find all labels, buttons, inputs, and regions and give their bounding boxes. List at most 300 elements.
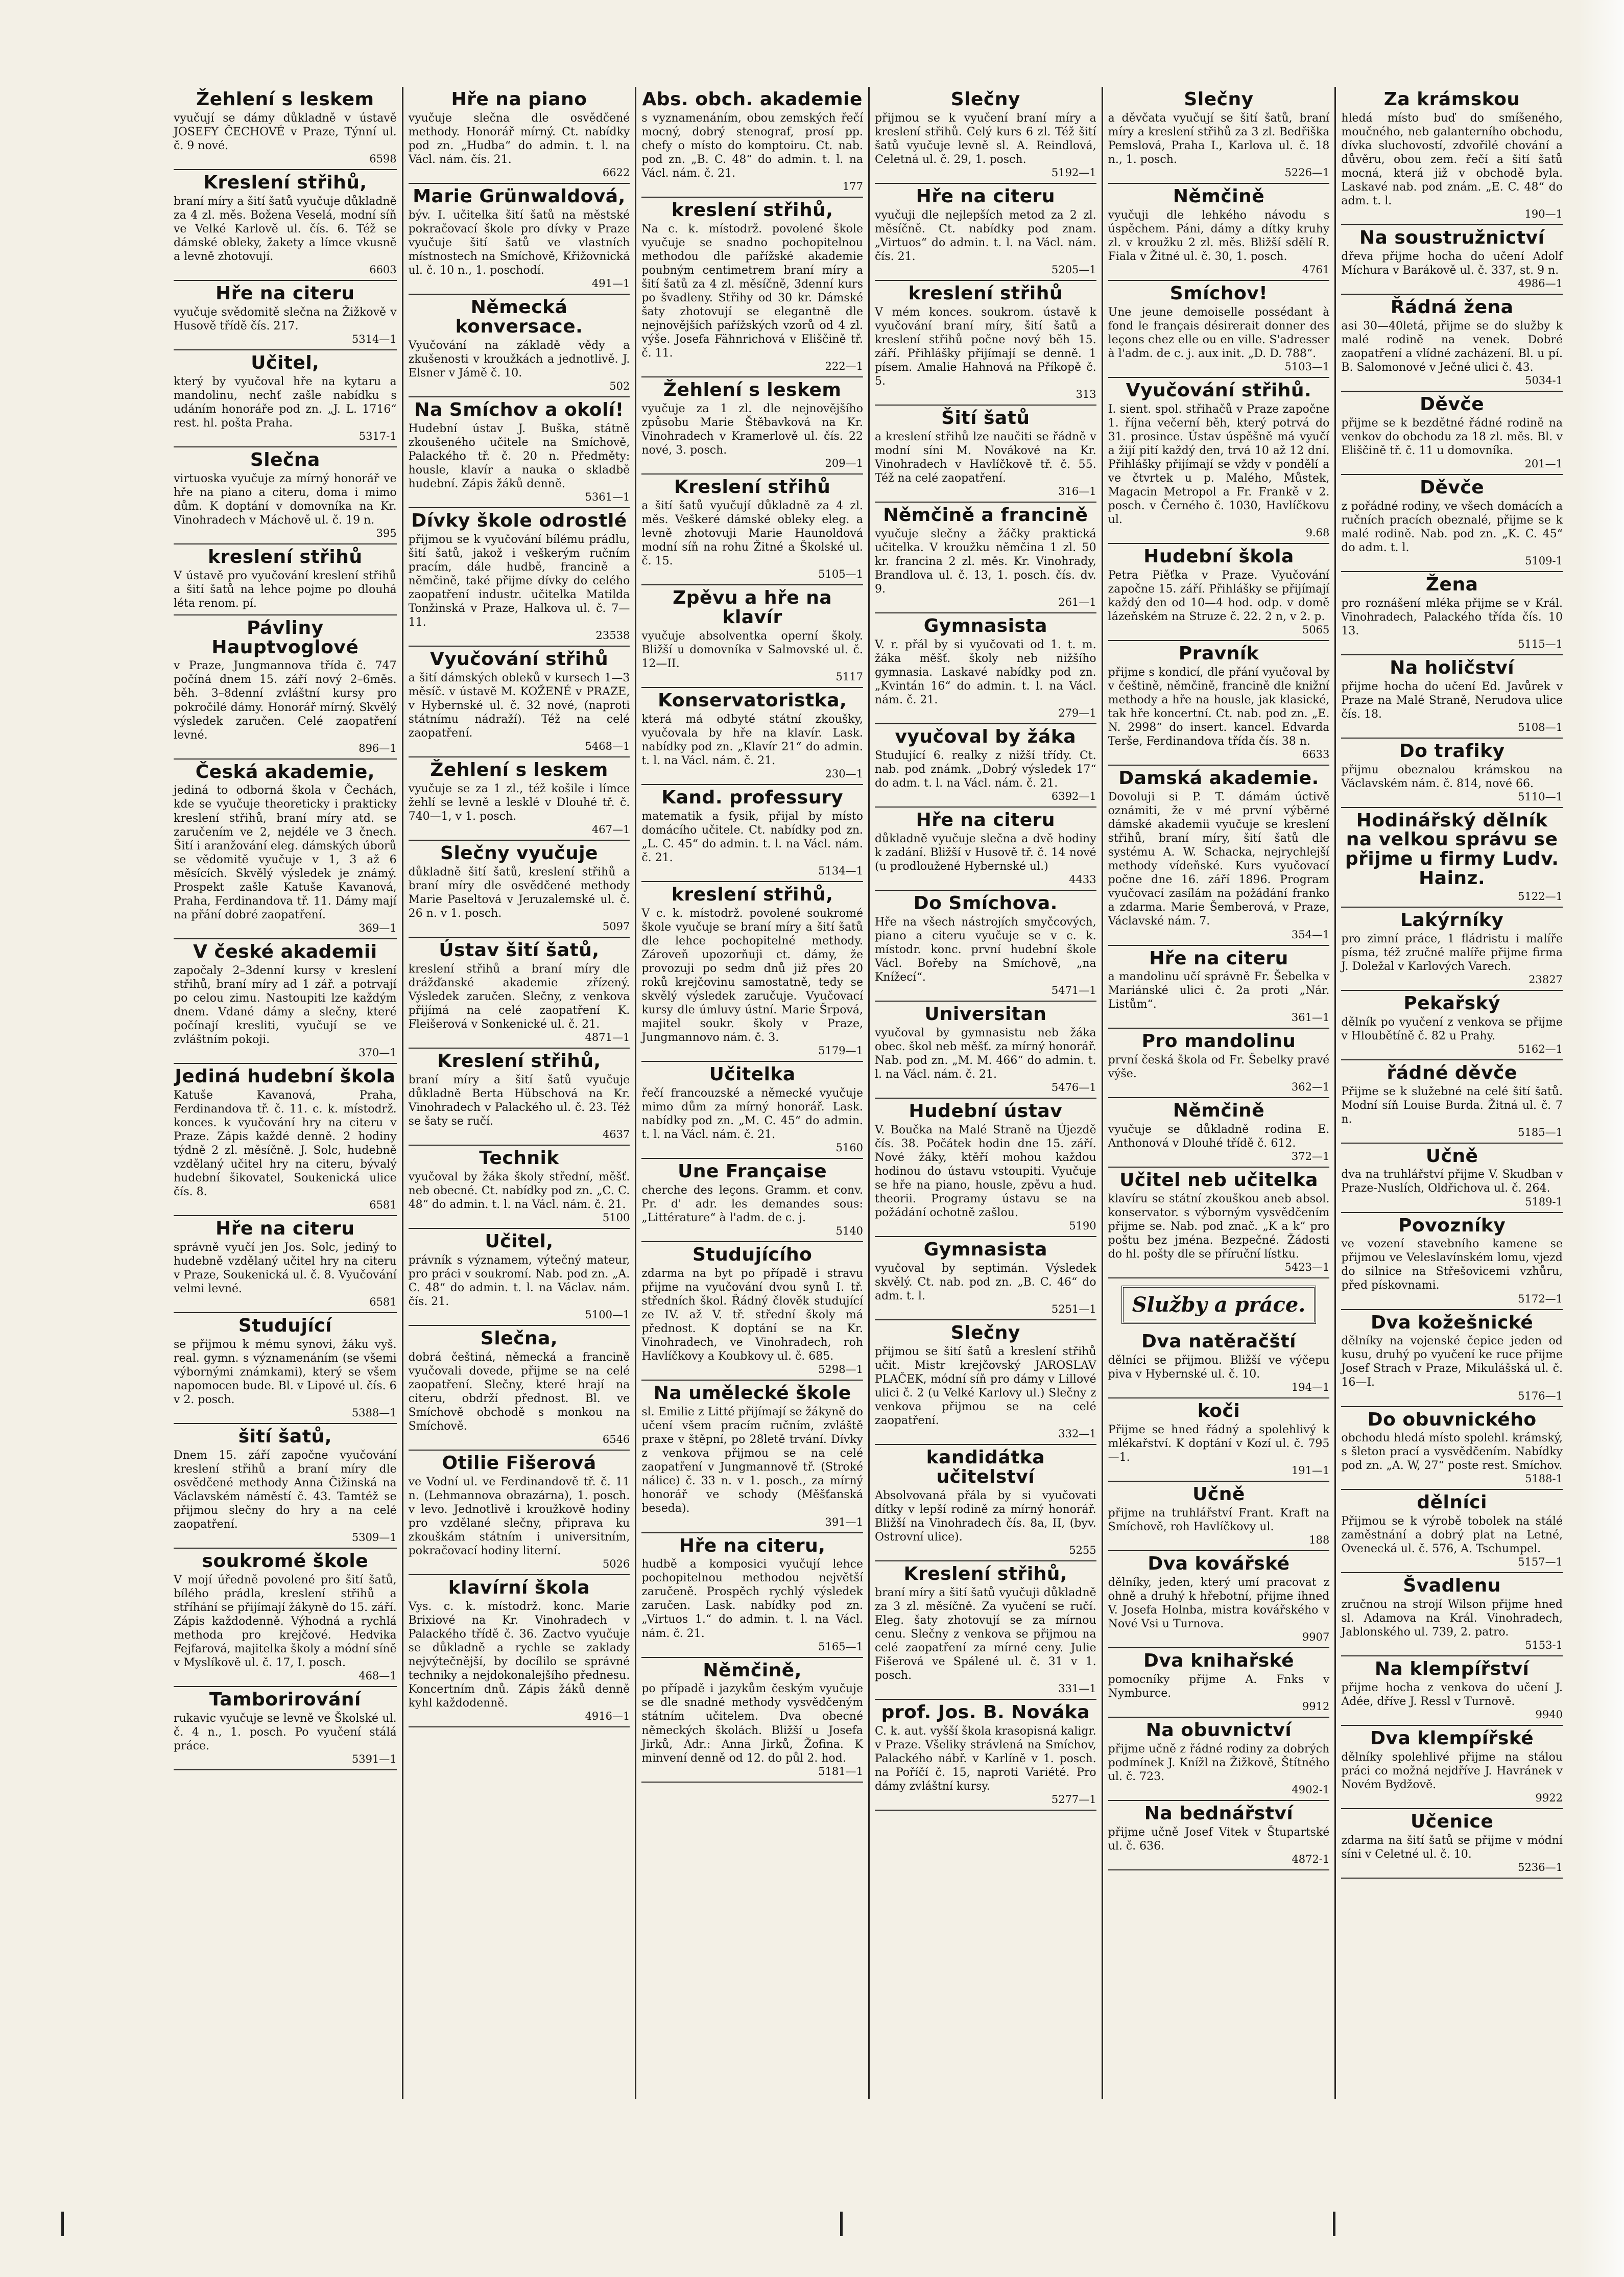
ad-text: asi 30—40letá, přijme se do služby k malé rodině na venek. Dobré zaopatření a vlídné zacházení. Bl. u pí. B. Salomonové v Ječné ulici č. 43.	[1341, 319, 1563, 374]
ad-reference-number: 6603	[369, 263, 397, 276]
ad-text: přijme se k bezdětné řádné rodině na venkov do obchodu za 18 zl. měs. Bl. v Eliščině tř. č. 11 u domovníka.	[1341, 416, 1563, 457]
ad-reference-number: 5205—1	[1051, 263, 1096, 276]
classified-ad	[1341, 1726, 1563, 1809]
classified-ad	[875, 1445, 1096, 1561]
ad-reference-number: 332—1	[1058, 1428, 1096, 1440]
ad-text: Dnem 15. září započne vyučování kreslení střihů a braní míry dle osvědčené methody Anna Čižinská na Václavském náměstí č. 43. Tamtéž se přijmou slečny do hry a na celé zaopatření.	[174, 1449, 397, 1531]
ad-reference-number: 5110—1	[1518, 790, 1563, 803]
ad-title: Une Française	[678, 1161, 827, 1182]
ad-text: důkladně vyučuje slečna a dvě hodiny k zadání. Bližší v Husově tř. č. 14 nové (u prodloužené Hybernské ul.)	[874, 832, 1096, 873]
ad-reference-number: 5298—1	[818, 1363, 863, 1376]
classified-ad	[641, 475, 863, 585]
ad-title: Hře na citeru	[1149, 947, 1288, 969]
ad-title: Učitelka	[709, 1064, 796, 1085]
classified-ad	[875, 1561, 1096, 1700]
ad-text: pro zimní práce, 1 fládristu i malíře písma, též zručné malíře přijme firma J. Doležal v Karlových Varech.	[1341, 932, 1563, 973]
ad-reference-number: 467—1	[591, 823, 630, 836]
ad-reference-number: 23538	[595, 629, 630, 642]
classified-ad	[1108, 1482, 1330, 1551]
classified-ad	[409, 1575, 630, 1727]
ad-text: Dovoluji si P. T. dámám úctivě oznámiti, že v mé první výběrné dámské akademii vyučuje se kreslení střihů, braní míry, šití šatů dle systému A. W. Schacka, nejrychlejší methody vídeňské. Kurs vyučovací počne dne 16. září 1896. Program vyučovací zasílám na požádání franko a zdarma. Marie Šemberová, v Praze, Václavské nám. 7.	[1108, 791, 1330, 928]
classified-ad	[875, 613, 1096, 724]
ad-reference-number: 370—1	[359, 1046, 397, 1059]
ad-text: obchodu hledá místo spolehl. krámský, s šleton prací a vysvědčením. Nabídky pod zn. „A. W, 27“ poste rest. Smíchov.	[1341, 1432, 1563, 1473]
classified-ad	[409, 87, 630, 184]
ad-reference-number: 5103—1	[1284, 360, 1330, 373]
classified-ad	[1108, 544, 1330, 641]
ad-reference-number: 5108—1	[1518, 721, 1563, 733]
ad-reference-number: 4986—1	[1518, 277, 1563, 290]
ad-reference-number: 4916—1	[585, 1710, 630, 1723]
ad-title: kreslení střihů,	[671, 200, 833, 221]
classified-ad	[875, 808, 1096, 891]
classified-ad	[409, 295, 630, 397]
classified-ad	[641, 882, 863, 1062]
ad-reference-number: 209—1	[825, 457, 863, 470]
ad-text: Vys. c. k. místodrž. konc. Marie Brixiové na Kr. Vinohradech v Palackého třídě č. 36. Zactvo vyučuje se důkladně a rychle se zaklady nejvýtečnější, by docílilo se správné techniky a nejdokonalejšího přednesu. Koncertním dnů. Zápis žáků denně kyhl každodenně.	[408, 1600, 630, 1710]
ad-title: Děvče	[1420, 394, 1485, 415]
ad-text: Katuše Kavanová, Praha, Ferdinandova tř. č. 11. c. k. místodrž. konces. k vyučování hry na citeru v Praze. Zápis každé denně. 2 hodiny týdně 2 zl. měsíčně. J. Solc, hudebně vzdělaný učitel hry na citeru, bývalý hudební šikovatel, Soukenická ulice čís. 8.	[174, 1088, 397, 1199]
ad-title: Jediná hudební škola	[175, 1065, 396, 1087]
ad-text: V. r. přál by si vyučovati od 1. t. m. žáka měšť. školy neb nižšího gymnasia. Laskavé nabídky pod zn. „Kvintán 16“ do admin. t. l. na Václ. nám. č. 21.	[874, 638, 1096, 707]
ad-reference-number: 279—1	[1058, 707, 1096, 720]
ad-reference-number: 5314—1	[351, 333, 397, 345]
ad-title: Učitel,	[485, 1230, 554, 1252]
ad-text: a mandolinu učí správně Fr. Šebelka v Mariánské ulici č. 2a proti „Nár. Listům“.	[1108, 970, 1330, 1011]
ad-reference-number: 5468—1	[585, 740, 630, 752]
ad-text: správně vyučí jen Jos. Solc, jediný to hudebně vzdělaný učitel hry na citeru v Praze, Soukenická ul. č. 8. Vyučování velmi levné.	[174, 1241, 397, 1296]
ad-title: Hodinářský dělník na velkou správu se přijme u firmy Ludv. Hainz.	[1345, 810, 1559, 889]
classified-ad	[409, 397, 630, 508]
ad-reference-number: 5391—1	[351, 1753, 397, 1766]
ad-text: a děvčata vyučují se šití šatů, braní míry a kreslení střihů za 3 zl. Bedřiška Pemslová, Praha I., Karlova ul. č. 18 n., 1. posch.	[1108, 111, 1330, 166]
classified-ad	[1341, 1809, 1563, 1879]
ad-text: zdarma na šití šatů se přijme v módní síni v Celetné ul. č. 10.	[1341, 1834, 1563, 1861]
ad-text: hledá místo buď do smíšeného, moučného, neb galanterního obchodu, dívka sluchovostí, zdvořilé chování a důvěru, obou zem. řečí a šití šatů mocná, která již v obchodě byla. Laskavé nab. pod znám. „E. C. 48“ do adm. t. l.	[1341, 111, 1563, 208]
ad-text: vyučuje se důkladně rodina E. Anthonová v Dlouhé třídě č. 612.	[1108, 1123, 1330, 1150]
ad-title: Povozníky	[1398, 1215, 1506, 1236]
ad-title: Kreslení střihů,	[903, 1563, 1068, 1584]
ad-reference-number: 4433	[1069, 873, 1096, 886]
ad-reference-number: 222—1	[825, 360, 863, 373]
ad-title: Řádná žena	[1390, 297, 1514, 318]
ad-reference-number: 5181—1	[818, 1765, 863, 1777]
classified-ad	[409, 184, 630, 295]
ad-reference-number: 5162—1	[1518, 1042, 1563, 1055]
ad-text: po případě i jazykům českým vyučuje se dle snadné methody vysvědčeným státním učitelem. Dva obecné německých školách. Bližší u Josefa Jirků, Adr.: Anna Jirků, Žofina. K minvení denně od 12. do půl 2. hod.	[641, 1682, 863, 1765]
ad-title: Smíchov!	[1169, 282, 1268, 304]
classified-ad	[875, 184, 1096, 281]
ad-text: vyučuje za 1 zl. dle nejnovějšího způsobu Marie Štěbavková na Kr. Vinohradech v Kramerlově ul. čís. 22 nové, 3. posch.	[641, 402, 863, 457]
ad-text: přijme hocha do učení Ed. Javůrek v Praze na Malé Straně, Nerudova ulice čís. 18.	[1341, 680, 1563, 721]
ad-title: Za krámskou	[1383, 89, 1520, 110]
ad-text: vyučuje slečna dle osvědčené methody. Honorář mírný. Ct. nabídky pod zn. „Hudba“ do admin. t. l. na Václ. nám. čís. 21.	[408, 111, 630, 166]
ad-title: Na klempířství	[1374, 1658, 1530, 1680]
classified-ad	[1108, 1648, 1330, 1718]
ad-reference-number: 230—1	[825, 768, 863, 780]
classified-ad	[174, 1424, 397, 1549]
classified-ad	[1108, 1329, 1330, 1398]
classified-ad	[1108, 1168, 1330, 1278]
ad-text: dělníky, jeden, který umí pracovat z ohně a druhý k hřebotní, přijme ihned V. Josefa Holnba, mistra kovářského v Nové Vsi u Turnova.	[1108, 1576, 1330, 1630]
classified-ad	[1341, 991, 1563, 1060]
classified-ad	[174, 170, 397, 281]
ad-text: Přijme se hned řádný a spolehlivý k mlékařství. K doptání v Kozí ul. č. 795—1.	[1108, 1423, 1330, 1464]
classified-ad	[1341, 808, 1563, 908]
ad-reference-number: 194—1	[1291, 1381, 1330, 1394]
ad-text: rukavic vyučuje se levně ve Školské ul. č. 4 n., 1. posch. Po vyučení stálá práce.	[174, 1712, 397, 1753]
classified-ad	[409, 1451, 630, 1575]
ad-reference-number: 5140	[835, 1225, 863, 1238]
ad-title: řádné děvče	[1387, 1062, 1517, 1083]
ad-reference-number: 5277—1	[1051, 1793, 1096, 1806]
ad-title: Slečny vyučuje	[440, 842, 598, 864]
ad-text: vyučuje absolventka operní školy. Bližší u domovníka v Salmovské ul. č. 12—II.	[641, 629, 863, 670]
ad-title: Studující	[238, 1315, 332, 1337]
registration-mark	[1333, 2212, 1335, 2236]
ad-reference-number: 391—1	[825, 1515, 863, 1528]
classified-ad	[174, 1064, 397, 1216]
ad-text: Hudební ústav J. Buška, státně zkoušeného učitele na Smíchově, Palackého tř. č. 20 n. Předměty: housle, klavír a nauka o skladbě hudební. Zápis žáků denně.	[408, 422, 630, 490]
ad-reference-number: 5190	[1069, 1220, 1096, 1232]
ad-title: Němčině,	[703, 1659, 802, 1681]
ad-reference-number: 6392—1	[1051, 790, 1096, 803]
ad-reference-number: 5255	[1069, 1544, 1096, 1556]
ad-title: V české akademii	[193, 941, 377, 962]
classified-ad	[409, 1146, 630, 1229]
ad-text: dělník po vyučení z venkova se přijme v Hloubětíně č. 82 u Prahy.	[1341, 1015, 1563, 1042]
classified-ad	[1341, 572, 1563, 655]
ad-text: a šití dámských obleků v kursech 1—3 měsíč. v ústavě M. KOŽENÉ v PRAZE, v Hybernské ul. č. 32 nové, (naproti státnímu nádraží). Též na celé zaopatření.	[408, 671, 630, 740]
ad-title: kreslení střihů,	[671, 884, 833, 906]
ad-reference-number: 5100—1	[585, 1308, 630, 1321]
ad-reference-number: 5185—1	[1518, 1126, 1563, 1138]
ad-reference-number: 354—1	[1291, 928, 1330, 941]
classified-ad	[174, 1313, 397, 1424]
ad-text: vyučuje svědomitě slečna na Žižkově v Husově třídě čís. 217.	[174, 305, 397, 333]
ad-text: V mojí úředně povolené pro šití šatů, bílého prádla, kreslení střihů a stříhání se přijímají žákyně do 15. září. Zápis každodenně. Výhodná a rychlá methoda pro krejčové. Hedvika Fejfarová, majitelka školy a módní síně v Myslíkově ul. č. 17, I. posch.	[174, 1574, 397, 1670]
ad-text: dělníci se přijmou. Bližší ve výčepu piva v Hybernské ul. č. 10.	[1108, 1354, 1330, 1381]
ad-title: Pekařský	[1403, 992, 1500, 1014]
ad-text: přijme učně Josef Vitek v Štupartské ul. č. 636.	[1108, 1825, 1330, 1853]
ad-reference-number: 5251—1	[1051, 1303, 1096, 1316]
ad-reference-number: 9912	[1302, 1700, 1330, 1713]
classified-ad	[174, 1549, 397, 1687]
ad-text: vyučoval by septimán. Výsledek skvělý. Ct. nab. pod zn. „B. C. 46“ do adm. t. l.	[874, 1262, 1096, 1302]
classified-ad	[1341, 908, 1563, 991]
classified-ad	[641, 1658, 863, 1783]
ad-text: klavíru se státní zkouškou aneb absol. konservator. s výborným vysvědčením přijme se. Nab. pod znač. „K a k“ pro poštu bez jména. Bezpečné. Žádosti do hl. pošty dle se příruční lístku.	[1108, 1193, 1330, 1261]
ad-title: koči	[1197, 1401, 1240, 1422]
classified-ad	[875, 281, 1096, 406]
ad-text: přijme učně z řádné rodiny za dobrých podmínek J. Knížl na Žižkově, Štítného ul. č. 723.	[1108, 1742, 1330, 1783]
ad-text: braní míry a šití šatů vyučuji důkladně za 3 zl. měsíčně. Za vyučení se ručí. Eleg. šaty zhotovují se za mírnou cenu. Slečny z venkova se přijmou na celé zaopatření za mírné ceny. Julie Fišerová ve Spálené ul. č. 31 v 1. posch.	[874, 1586, 1096, 1682]
classified-ad	[875, 503, 1096, 613]
classified-ad	[174, 760, 397, 939]
ad-text: právník s významem, výtečný mateur, pro práci v soukromí. Nab. pod zn. „A. C. 48“ do admin. t. l. na Václav. nám. čís. 21.	[408, 1253, 630, 1308]
ad-reference-number: 5423—1	[1284, 1261, 1330, 1274]
ad-text: řečí francouzské a německé vyučuje mimo dům za mírný honorář. Lask. nabídky pod zn. „M. C. 45“ do admin. t. l. na Václ. nám. č. 21.	[641, 1087, 863, 1142]
ad-title: Dívky škole odrostlé	[411, 510, 627, 531]
ad-title: Studujícího	[692, 1244, 813, 1266]
classified-ad	[1108, 766, 1330, 945]
ad-text: V. Boučka na Malé Straně na Újezdě čís. 38. Počátek hodin dne 15. září. Nové žáky, ktěří mohou každou hodinou do ústavu vstoupiti. Vyučuje se hře na piano, housle, zpěvu a hud. theorii. Programy ústavu se na požádání ochotně zašlou.	[874, 1123, 1096, 1220]
ad-reference-number: 5172—1	[1518, 1292, 1563, 1305]
ad-text: Absolvovaná přála by si vyučovati dítky v lepší rodině za mírný honorář. Bližší na Vinohradech čís. 8a, II, (byv. Ostrovní ulice).	[874, 1489, 1096, 1544]
ad-text: a šití šatů vyučují důkladně za 4 zl. měs. Veškeré dámské obleky eleg. a levně zhotovuji Marie Haunoldová modní síň na rohu Žitné a Školské ul. č. 15.	[641, 500, 863, 568]
ad-title: Slečny	[950, 89, 1020, 110]
classified-ad	[1341, 295, 1563, 392]
ad-reference-number: 5165—1	[818, 1640, 863, 1653]
ad-title: prof. Jos. B. Nováka	[881, 1702, 1090, 1723]
ad-reference-number: 369—1	[359, 921, 397, 934]
classified-ad	[641, 785, 863, 882]
ad-title: Zpěvu a hře na klavír	[673, 587, 832, 628]
ad-title: Slečny	[950, 1322, 1020, 1344]
ad-reference-number: 5192—1	[1051, 166, 1096, 179]
classified-ad	[1108, 281, 1330, 378]
ad-reference-number: 6622	[602, 166, 630, 179]
ad-reference-number: 5189-1	[1525, 1195, 1563, 1208]
ad-reference-number: 5236—1	[1518, 1861, 1563, 1874]
registration-mark	[840, 2212, 843, 2236]
ad-title: Dva knihařské	[1143, 1650, 1295, 1671]
ad-title: Učitel,	[251, 352, 320, 373]
classified-ad	[174, 544, 397, 615]
ad-reference-number: 5065	[1302, 624, 1330, 636]
ad-reference-number: 191—1	[1291, 1464, 1330, 1477]
ad-reference-number: 5034-1	[1525, 374, 1563, 387]
classified-ad	[1341, 655, 1563, 739]
ad-text: zručnou na strojí Wilson přijme hned sl. Adamova na Král. Vinohradech, Jablonského ul. 739, 2. patro.	[1341, 1598, 1563, 1639]
classified-ad	[875, 1700, 1096, 1811]
ad-title: Žena	[1425, 574, 1478, 595]
ad-text: vyučuje se za 1 zl., též košile i límce žehlí se levně a lesklé v Dlouhé tř. č. 740—1, v 1. posch.	[408, 782, 630, 823]
ad-reference-number: 313	[1076, 388, 1096, 401]
ad-text: dobrá češtiná, německá a francině vyučovali dovede, přijme se na celé zaopatření. Slečny, které hrají na citeru, obdrží přednost. Bl. ve Smíchově obchodě s monkou na Smíchově.	[408, 1350, 630, 1433]
ad-title: Kreslení střihů,	[203, 172, 367, 193]
ad-title: Hře na piano	[451, 89, 587, 110]
classified-ad	[174, 87, 397, 170]
ad-reference-number: 5157—1	[1518, 1556, 1563, 1569]
ad-text: přijme na truhlářství Frant. Kraft na Smíchově, roh Havlíčkovy ul.	[1108, 1506, 1330, 1533]
ad-text: V mém konces. soukrom. ústavě k vyučování braní míry, šití šatů a kreslení střihů počne nový běh 15. září. Přihlášky přijímají se denně. 1 písem. Amalie Hahnová na Příkopě č. 5.	[874, 305, 1096, 388]
classified-ad	[174, 447, 397, 544]
ad-text: Vyučování na základě vědy a zkušenosti v kroužkách a jednotlivě. J. Elsner v Jámě č. 10.	[408, 339, 630, 379]
ad-title: Marie Grünwaldová,	[413, 185, 626, 207]
ad-reference-number: 5476—1	[1051, 1081, 1096, 1094]
ad-text: přijme s kondicí, dle přání vyučoval by v češtině, němčině, francině dle knižní methody a hře na housle, jak klasické, tak hře koncertní. Ct. nab. pod zn. „E. N. 2998“ do insert. kancel. Edvarda Terše, Ferdinandova třída čís. 38 n.	[1108, 666, 1330, 748]
ad-reference-number: 6581	[369, 1296, 397, 1309]
ad-text: I. sient. spol. střihačů v Praze započne 1. října večerní běh, který potrvá do 31. prosince. Ústav úspěšně má vyučí a žijí pití každý den, trvá 10 až 12 dní. Přihlášky přijímají se vždy v pondělí a ve čtvrtek u p. Malého, Můstek, Magacin Metropol a Fr. Frankě v 2. posch. v Černého č. 1030, Havlíčkovu ul.	[1108, 402, 1330, 527]
ad-title: Hudební škola	[1143, 546, 1294, 567]
ad-text: důkladně šití šatů, kreslení střihů a braní míry dle osvědčené methody Marie Paseltová v Jeruzalemské ul. č. 26 n. v 1. posch.	[408, 865, 630, 920]
ad-reference-number: 9.68	[1305, 527, 1330, 539]
classified-ad	[1108, 1029, 1330, 1098]
classified-ad	[1341, 392, 1563, 475]
classified-ad	[1108, 184, 1330, 281]
ad-title: Hře na citeru	[216, 1218, 355, 1240]
classified-ad	[174, 615, 397, 760]
ad-text: přijmu obeznalou krámskou na Václavském nám. č. 814, nové 66.	[1341, 763, 1563, 790]
classified-ad	[875, 891, 1096, 1002]
ad-title: Němčině a francině	[883, 505, 1088, 526]
section-banner: Služby a práce.	[1121, 1286, 1316, 1324]
ad-reference-number: 5176—1	[1518, 1389, 1563, 1402]
ad-title: Slečny	[1184, 89, 1254, 110]
classified-ad	[641, 87, 863, 198]
ad-reference-number: 896—1	[359, 742, 397, 754]
classified-ad	[641, 585, 863, 688]
classified-ad	[409, 1049, 630, 1146]
ad-title: Pávliny Hauptvoglové	[211, 617, 359, 658]
ad-title: Vyučování střihů.	[1126, 379, 1312, 401]
classified-ad	[641, 1159, 863, 1242]
ad-text: V c. k. místodrž. povolené soukromé škole vyučuje se braní míry a šití šatů dle lehce pochopitelné methody. Zároveň upozorňuji ct. dámy, že provozuji po sedm dnů již přes 20 roků krejčovinu samostatně, tedy se skvělý výsledek zaručuje. Vyučovací kursy dle úmluvy ústní. Marie Šrpová, majitel soukr. školy v Praze, Jungmannovo nám. č. 3.	[641, 907, 863, 1045]
ad-text: se přijmou k mému synovi, žáku vyš. real. gymn. s významenáním (se všemi výbornými známkami), který se všem napomocen bude. Bl. v Lipové ul. čís. 6 v 2. posch.	[174, 1338, 397, 1407]
ad-reference-number: 502	[609, 379, 630, 392]
ad-title: kreslení střihů	[208, 546, 363, 567]
ad-reference-number: 6546	[602, 1433, 630, 1445]
ad-reference-number: 6633	[1302, 748, 1330, 761]
newspaper-page	[169, 87, 1568, 2099]
ad-text: sl. Emilie z Litté přijímají se žákyně do učení všem pracím ručním, zvláště praxe v štěpní, po 28letě trvání. Dívky z venkova přijmou se na celé zaopatření v Jungmannově tř. (Stroké nálice) č. 33 n. v 1. posch., za mírný honorář ve schody (Měšťanská beseda).	[641, 1406, 863, 1515]
ad-title: Kand. professury	[661, 787, 844, 809]
column-3	[635, 87, 868, 2099]
ad-reference-number: 5134—1	[818, 865, 863, 877]
ad-title: Damská akademie.	[1118, 768, 1319, 789]
classified-ad	[409, 1229, 630, 1326]
ad-reference-number: 5026	[602, 1557, 630, 1570]
ad-title: šití šatů,	[238, 1426, 332, 1448]
ad-title: Učně	[1192, 1484, 1245, 1505]
classified-ad	[875, 1002, 1096, 1099]
ad-reference-number: 5122—1	[1518, 890, 1563, 903]
ad-text: s vyznamenáním, obou zemských řečí mocný, dobrý stenograf, prosí pp. chefy o místo do komptoiru. Ct. nab. pod zn. „B. C. 48“ do admin. t. l. na Václ. nám. č. 21.	[641, 111, 863, 180]
ad-title: Slečna,	[480, 1327, 558, 1349]
classified-ad	[641, 1062, 863, 1159]
classified-ad	[409, 757, 630, 841]
ad-reference-number: 9922	[1535, 1792, 1563, 1805]
ad-text: C. k. aut. vyšší škola krasopisná kaligr. v Praze. Všeliky strávlená na Smíchov, Palackého nábř. v Karlíně v 1. posch. na Poříčí č. 15, naproti Variété. Pro dámy zvláštní kursy.	[874, 1724, 1096, 1793]
classified-ad	[1108, 1398, 1330, 1482]
ad-title: Kreslení střihů	[674, 477, 831, 498]
column-6	[1334, 87, 1568, 2099]
ad-text: Une jeune demoiselle possédant à fond le français désirerait donner des leçons chez elle ou en ville. S'adresser à l'adm. de c. j. aux init. „D. D. 788“.	[1108, 305, 1330, 360]
column-5	[1102, 87, 1335, 2099]
ad-title: Na bednářství	[1144, 1802, 1294, 1824]
ad-text: a kreslení střihů lze naučiti se řádně v modní síni M. Novákové na Kr. Vinohradech v Havlíčkově tř. č. 55. Též na celé zaopatření.	[874, 430, 1096, 485]
ad-reference-number: 177	[842, 180, 863, 193]
page-edge	[1578, 0, 1624, 2277]
ad-reference-number: 5153-1	[1525, 1639, 1563, 1652]
ad-text: vyučují se dámy důkladně v ústavě JOSEFY ČECHOVÉ v Praze, Týnní ul. č. 9 nové.	[174, 111, 397, 152]
ad-title: Němčině	[1173, 1100, 1265, 1122]
ad-title: Otilie Fišerová	[442, 1452, 596, 1474]
ad-reference-number: 5309—1	[351, 1531, 397, 1544]
ad-text: přijmou se k vyučení braní míry a kreslení střihů. Celý kurs 6 zl. Též šití šatů vyučuje levně sl. A. Reindlová, Celetná ul. č. 29, 1. posch.	[874, 111, 1096, 166]
ad-reference-number: 4637	[602, 1128, 630, 1141]
column-2	[402, 87, 635, 2099]
ad-text: započaly 2–3denní kursy v kreslení střihů, braní míry ad 1 zář. a potrvají po celou zimu. Nastoupiti lze každým dnem. Vdané dámy a slečny, které počínají kresliti, vyučují se ve zvláštním pokoji.	[174, 964, 397, 1046]
ad-title: Němčině	[1173, 185, 1265, 207]
classified-ad	[1108, 1551, 1330, 1648]
ad-title: Tamborirování	[209, 1689, 361, 1711]
classified-ad	[409, 841, 630, 938]
ad-reference-number: 5115—1	[1518, 637, 1563, 650]
classified-ad	[875, 1099, 1096, 1237]
classified-ad	[409, 508, 630, 647]
ad-reference-number: 23827	[1529, 973, 1563, 986]
registration-mark	[61, 2212, 64, 2236]
ad-text: vyučuji dle lehkého návodu s úspěchem. Páni, dámy a dítky kruhy zl. v kroužku 2 zl. měs. Bližší sdělí R. Fiala v Žitné ul. č. 30, 1. posch.	[1108, 208, 1330, 263]
ad-title: Kreslení střihů,	[437, 1050, 601, 1072]
ad-title: Děvče	[1420, 477, 1485, 498]
ad-reference-number: 9940	[1535, 1709, 1563, 1721]
ad-title: Gymnasista	[923, 1239, 1047, 1261]
ad-reference-number: 316—1	[1058, 485, 1096, 498]
ad-title: Německá konversace.	[455, 297, 583, 337]
column-1	[169, 87, 402, 2099]
ad-title: Na holičství	[1390, 657, 1515, 678]
ad-title: dělníci	[1417, 1492, 1487, 1513]
classified-ad	[875, 406, 1096, 503]
classified-ad	[174, 1216, 397, 1313]
ad-title: Žehlení s leskem	[663, 379, 842, 401]
ad-title: Dva kožešnické	[1370, 1312, 1534, 1333]
classified-ad	[641, 688, 863, 785]
ad-title: Hře na citeru	[216, 282, 355, 304]
ad-title: Hře na citeru	[916, 185, 1056, 207]
ad-reference-number: 5388—1	[351, 1407, 397, 1419]
ad-title: Abs. obch. akademie	[642, 89, 863, 110]
ad-text: virtuoska vyučuje za mírný honorář ve hře na piano a citeru, doma i mimo dům. K doptání v domovníka na Kr. Vinohradech v Máchově ul. č. 19 n.	[174, 472, 397, 527]
classified-ad	[409, 938, 630, 1049]
ad-reference-number: 372—1	[1291, 1150, 1330, 1163]
registration-marks	[0, 2212, 1624, 2252]
ad-reference-number: 188	[1309, 1533, 1330, 1546]
ad-title: Lakýrníky	[1400, 909, 1504, 931]
classified-ad	[1341, 739, 1563, 808]
ad-title: Hře na citeru	[916, 810, 1056, 831]
ad-text: přijmou se šití šatů a kreslení střihů učit. Mistr krejčovský JAROSLAV PLAČEK, módní síň pro dámy v Lillové ulici č. 2 (u Velké Karlovy ul.) Slečny z venkova přijmou se na celé zaopatření.	[874, 1345, 1096, 1428]
ad-text: matematik a fysik, přijal by místo domácího učitele. Ct. nabídky pod zn. „L. C. 45“ do admin. t. l. na Václ. nám. č. 21.	[641, 810, 863, 864]
ad-reference-number: 4871—1	[585, 1031, 630, 1043]
ad-text: jediná to odborná škola v Čechách, kde se vyučuje theoreticky i prakticky kreslení střihů, braní míry atd. se zaručením ve 2, nejdéle ve 3 čnech. Šití i aranžování eleg. dámských úborů se vědomitě vyučuje v 1, 3 až 6 měsících. Skvělý výsledek je známý. Prospekt zašle Katuše Kavanová, Praha, Ferdinandova tř. 11. Dámy mají na přání dobré zaopatření.	[174, 784, 397, 921]
ad-reference-number: 5105—1	[818, 568, 863, 581]
ad-text: dělníky na vojenské čepice jeden od kusu, druhý po vyučení ke ruce přijme Josef Strach v Praze, Mikulášská ul. č. 16—I.	[1341, 1335, 1563, 1389]
ad-text: pomocníky přijme A. Fnks v Nymburce.	[1108, 1673, 1330, 1700]
ad-text: vyučoval by gymnasistu neb žáka obec. škol neb měšť. za mírný honorář. Nab. pod zn. „M. M. 466“ do admin. t. l. na Václ. nám. č. 21.	[874, 1026, 1096, 1081]
ad-reference-number: 190—1	[1524, 208, 1563, 221]
classified-ad	[1341, 1656, 1563, 1726]
ad-title: vyučoval by žáka	[895, 726, 1077, 748]
ad-text: vyučuji dle nejlepších metod za 2 zl. měsíčně. Ct. nabídky pod znam. „Virtuos“ do admin. t. l. na Václ. nám. čís. 21.	[874, 208, 1096, 263]
classified-ad	[1108, 1801, 1330, 1870]
ad-text: cherche des leçons. Gramm. et conv. Pr. d' adr. les demandes sous: „Littérature“ à l'adm. de c. j.	[641, 1184, 863, 1225]
classified-ad	[1108, 641, 1330, 766]
ad-title: kreslení střihů	[908, 282, 1063, 304]
classified-ad	[1341, 1490, 1563, 1573]
ad-reference-number: 491—1	[591, 277, 630, 290]
classified-ad	[174, 350, 397, 447]
classified-ad	[1108, 1718, 1330, 1801]
classified-ad	[641, 198, 863, 377]
classified-ad	[1341, 1060, 1563, 1144]
ad-text: Přijme se k služebné na celé šití šatů. Modní síň Louise Burda. Žitná ul. č. 7 n.	[1341, 1085, 1563, 1126]
ad-text: první česká škola od Fr. Šebelky pravé výše.	[1108, 1054, 1330, 1081]
ad-title: Vyučování střihů	[429, 648, 609, 670]
